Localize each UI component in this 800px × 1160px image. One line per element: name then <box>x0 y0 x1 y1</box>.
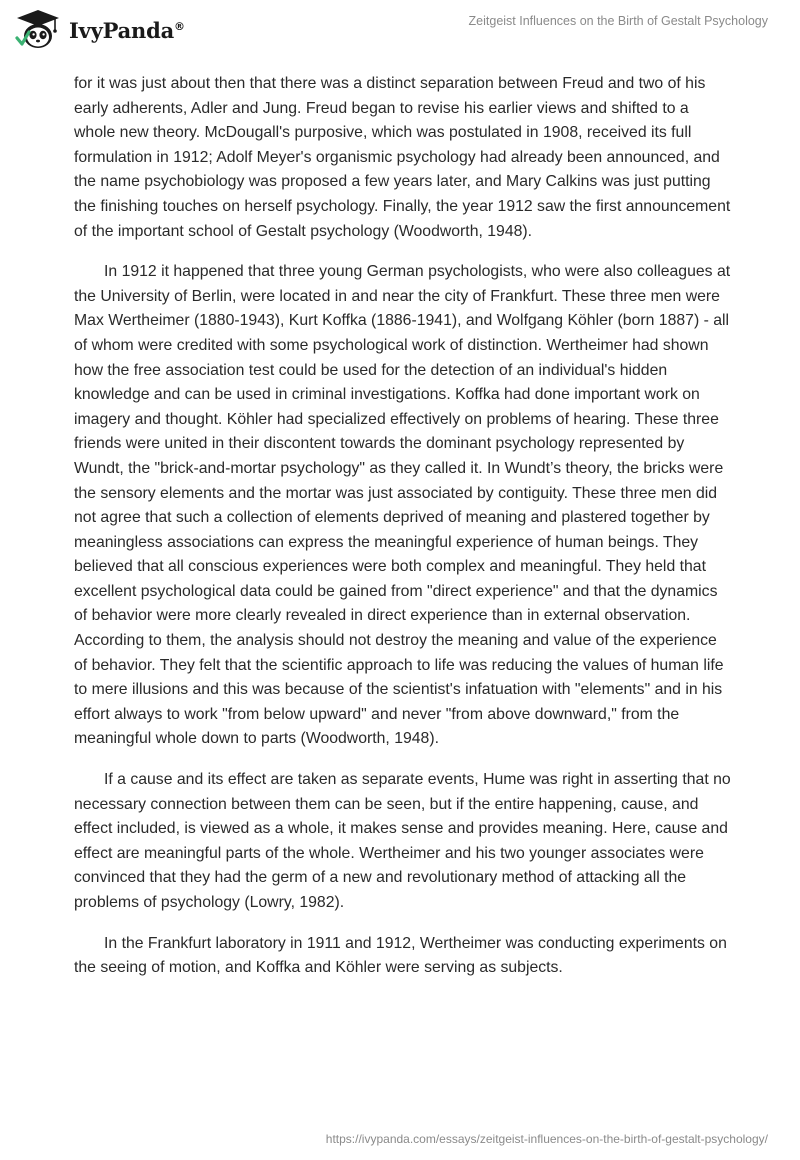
paragraph-3: If a cause and its effect are taken as separate events, Hume was right in asserting that no necessary connection between them can be seen, but if the entire happening, cause, and effect included, is viewed as a whole, it makes sense and provides meaning. Here, cause and effect are meaningful parts of the whole. Wertheimer and his two younger associates were convinced that they had the germ of a new and revolutionary method of attacking all the problems of psychology (Lowry, 1982). <box>74 771 731 911</box>
paragraph-4: In the Frankfurt laboratory in 1911 and 1912, Wertheimer was conducting experiments on the seeing of motion, and Koffka and Köhler were serving as subjects. <box>74 934 727 977</box>
page-header <box>0 0 800 62</box>
registered-mark: ® <box>174 19 185 33</box>
source-url[interactable]: https://ivypanda.com/essays/zeitgeist-influences-on-the-birth-of-gestalt-psychology/ <box>325 1132 768 1146</box>
panda-graduate-icon <box>13 8 63 52</box>
essay-body <box>74 72 734 997</box>
paragraph-2: In 1912 it happened that three young German psychologists, who were also colleagues at the University of Berlin, were located in and near the city of Frankfurt. These three men were Max Wertheimer (1880-1943), Kurt Koffka (1886-1941), and Wolfgang Köhler (born 1887) - all of whom were credited with some psychological work of distinction. Wertheimer had shown how the free association test could be used for the detection of an individual's hidden knowledge and can be used in criminal investigations. Koffka had done important work on imagery and thought. Köhler had specialized effectively on problems of hearing. These three friends were united in their discontent towards the dominant psychology represented by Wundt, the "brick-and-mortar psychology" as they called it. In Wundt’s theory, the bricks were the sensory elements and the mortar was just associated by contiguity. These three men did not agree that such a collection of elements deprived of meaning and plastered together by meaningless associations can express the meaningful experience of human beings. They believed that all conscious experiences were both complex and meaningful. They held that excellent psychological data could be gained from "direct experience" and that the dynamics of behavior were more clearly revealed in direct experience than in external observation. According to them, the analysis should not destroy the meaning and value of the experience of behavior. They felt that the scientific approach to life was reducing the values of human life to mere illusions and this was because of the scientist's infatuation with "elements" and in his effort always to work "from below upward" and never "from above downward," from the meaningful whole down to parts (Woodworth, 1948). <box>74 263 731 748</box>
document-title: Zeitgeist Influences on the Birth of Gestalt Psychology <box>468 14 768 28</box>
logo-wordmark: IvyPanda® <box>69 17 185 43</box>
paragraph-1: for it was just about then that there was a distinct separation between Freud and two of his early adherents, Adler and Jung. Freud began to revise his earlier views and shifted to a whole new theory. McDougall's purposive, which was postulated in 1908, received its full formulation in 1912; Adolf Meyer's organismic psychology had already been announced, and the name psychobiology was proposed a few years later, and Mary Calkins was just putting the finishing touches on herself psychology. Finally, the year 1912 saw the first announcement of the important school of Gestalt psychology (Woodworth, 1948). <box>74 75 731 240</box>
ivypanda-logo[interactable] <box>13 8 185 52</box>
